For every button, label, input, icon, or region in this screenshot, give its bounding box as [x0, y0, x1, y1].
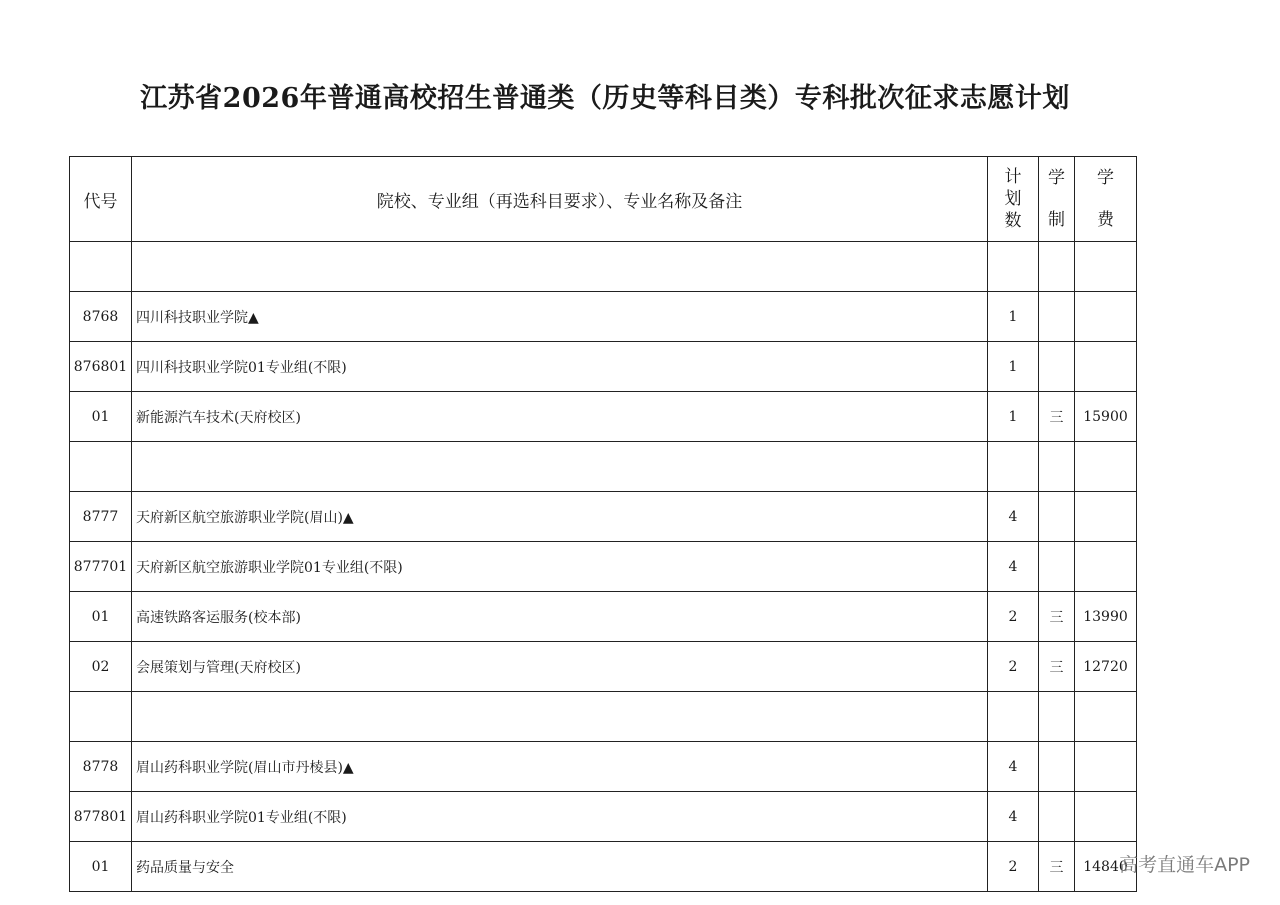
- cell-name: 天府新区航空旅游职业学院01专业组(不限): [132, 542, 988, 592]
- cell-name: 天府新区航空旅游职业学院(眉山)▲: [132, 492, 988, 542]
- cell-fee: [1075, 742, 1137, 792]
- cell-years: [1039, 792, 1075, 842]
- cell-fee: [1075, 242, 1137, 292]
- cell-name: [132, 242, 988, 292]
- cell-name: 新能源汽车技术(天府校区): [132, 392, 988, 442]
- table-row: [70, 842, 1137, 892]
- cell-name: [132, 442, 988, 492]
- table-header-row: [70, 157, 1137, 242]
- cell-plan: 2: [988, 842, 1039, 892]
- cell-name: 眉山药科职业学院(眉山市丹棱县)▲: [132, 742, 988, 792]
- cell-code: 02: [70, 642, 132, 692]
- table-row: [70, 542, 1137, 592]
- cell-code: [70, 442, 132, 492]
- cell-fee: [1075, 692, 1137, 742]
- table-row: [70, 392, 1137, 442]
- header-plan-char-1: 计: [1004, 167, 1022, 187]
- cell-fee: [1075, 542, 1137, 592]
- table-row: [70, 742, 1137, 792]
- cell-name: 四川科技职业学院▲: [132, 292, 988, 342]
- cell-years: 三: [1039, 592, 1075, 642]
- plan-table: [69, 156, 1137, 892]
- cell-years: [1039, 692, 1075, 742]
- cell-years: [1039, 492, 1075, 542]
- cell-plan: 4: [988, 492, 1039, 542]
- cell-fee: 12720: [1075, 642, 1137, 692]
- table-row: [70, 342, 1137, 392]
- table-row: [70, 442, 1137, 492]
- cell-plan: 1: [988, 342, 1039, 392]
- cell-name: 会展策划与管理(天府校区): [132, 642, 988, 692]
- cell-code: 877801: [70, 792, 132, 842]
- header-code: 代号: [70, 157, 132, 242]
- cell-fee: [1075, 792, 1137, 842]
- page-title: 江苏省2026年普通高校招生普通类（历史等科目类）专科批次征求志愿计划: [140, 83, 1070, 114]
- table-row: [70, 242, 1137, 292]
- table-row: [70, 642, 1137, 692]
- cell-fee: [1075, 492, 1137, 542]
- header-plan-char-3: 数: [1004, 211, 1022, 231]
- cell-years: [1039, 292, 1075, 342]
- header-plan: [988, 157, 1039, 242]
- cell-fee: [1075, 442, 1137, 492]
- header-name: 院校、专业组（再选科目要求）、专业名称及备注: [132, 157, 988, 242]
- watermark: 高考直通车APP: [1119, 854, 1250, 876]
- cell-years: 三: [1039, 642, 1075, 692]
- cell-name: 眉山药科职业学院01专业组(不限): [132, 792, 988, 842]
- cell-code: 01: [70, 592, 132, 642]
- cell-plan: 2: [988, 592, 1039, 642]
- cell-plan: 2: [988, 642, 1039, 692]
- cell-code: 877701: [70, 542, 132, 592]
- header-years-char-1: 学: [1048, 168, 1065, 188]
- cell-fee: 14840: [1075, 842, 1137, 892]
- table-row: [70, 292, 1137, 342]
- cell-years: [1039, 742, 1075, 792]
- cell-code: 8777: [70, 492, 132, 542]
- cell-plan: [988, 442, 1039, 492]
- cell-code: [70, 242, 132, 292]
- cell-fee: [1075, 292, 1137, 342]
- cell-fee: [1075, 342, 1137, 392]
- cell-plan: [988, 242, 1039, 292]
- cell-plan: 1: [988, 292, 1039, 342]
- table-row: [70, 592, 1137, 642]
- cell-fee: 15900: [1075, 392, 1137, 442]
- cell-name: 四川科技职业学院01专业组(不限): [132, 342, 988, 392]
- header-years: [1039, 157, 1075, 242]
- cell-name: 药品质量与安全: [132, 842, 988, 892]
- cell-plan: 1: [988, 392, 1039, 442]
- cell-years: [1039, 442, 1075, 492]
- cell-code: 8768: [70, 292, 132, 342]
- header-fee-char-2: 费: [1097, 210, 1114, 230]
- header-fee: [1075, 157, 1137, 242]
- header-fee-char-1: 学: [1097, 168, 1114, 188]
- cell-plan: 4: [988, 742, 1039, 792]
- cell-years: [1039, 342, 1075, 392]
- table-row: [70, 792, 1137, 842]
- cell-name: 高速铁路客运服务(校本部): [132, 592, 988, 642]
- header-plan-char-2: 划: [1004, 189, 1022, 209]
- cell-years: [1039, 242, 1075, 292]
- cell-fee: 13990: [1075, 592, 1137, 642]
- cell-code: [70, 692, 132, 742]
- cell-years: 三: [1039, 842, 1075, 892]
- cell-plan: 4: [988, 792, 1039, 842]
- cell-code: 876801: [70, 342, 132, 392]
- table-row: [70, 692, 1137, 742]
- cell-plan: [988, 692, 1039, 742]
- cell-years: [1039, 542, 1075, 592]
- cell-name: [132, 692, 988, 742]
- cell-years: 三: [1039, 392, 1075, 442]
- header-years-char-2: 制: [1048, 210, 1065, 230]
- cell-plan: 4: [988, 542, 1039, 592]
- table-row: [70, 492, 1137, 542]
- cell-code: 8778: [70, 742, 132, 792]
- cell-code: 01: [70, 392, 132, 442]
- cell-code: 01: [70, 842, 132, 892]
